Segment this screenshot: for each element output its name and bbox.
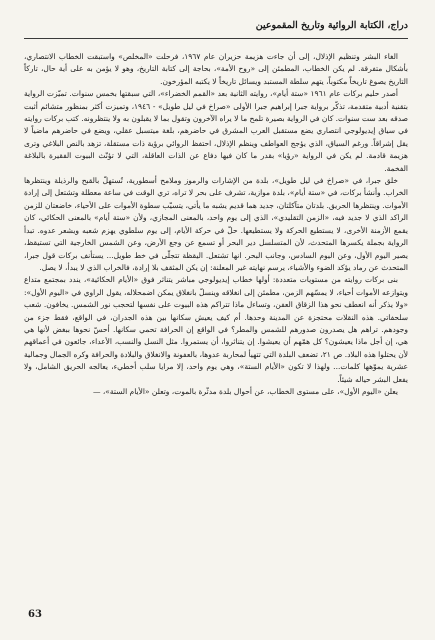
running-header-title: دراج، الكتابة الروائية وتاريخ المقموعين [255, 20, 408, 31]
paragraph-1: الغاء البشر وتنظيم الإذلال، إلى أن جاءت هزيمة حزيران عام ١٩٦٧، فرحلت «المخلص» واستبقت الخطاب الانتصاري، بأشكال متفرقة. لم يكن الخطاب، المطمئن إلى «روح الأمة»، بحاجة إلى كتابة التاريخ، وهو لا يؤمن به على أية حال، تاركاً التاريخ يصوغ تاريخاً مكتوباً، يتهم سلطة المستبد ويسائل تاريخاً لا يكتبه المؤرخون. [24, 52, 408, 86]
running-header [24, 18, 408, 39]
paragraph-2: أصدر حليم بركات عام ١٩٦١ «ستة أيام»، روايته الثانية بعد «القمم الخضراء»، التي سبقتها بخمس سنوات. تميّزت الرواية بتقنية أدبية متقدمة، تذكّر برواية جبرا إبراهيم جبرا الأولى «صراخ في ليل طويل» - ١٩٤٦، وتميزت أكثر بمنظور متشائم أثبت صدقه بعد ست سنوات. كان في الرواية بصيرة تلمح ما لا يراه الآخرون وتقول بما لا يقبلون به ولا ينتظرونه. كتب بركات روايته في سياق إيديولوجي انتصاري يضع مستقبل العرب المشرق في حاضرهم، بلغة ميتسبل عقلي، ويضع في حاضرهم ماضياً لا يقل إشراقاً. ورغم السياق، الذي يؤجج العواطف وينظم الإذلال، احتفظ الروائي برؤية ذات مستقلة، تزهد بالنص البلاغي وترى هزيمة قادمة. لم يكن في الرواية «رؤيا» بقدر ما كان فيها دفاع عن الذات العاقلة، التي لا تؤنّث البيوت الفقيرة بالبلاغة الفخمة. [24, 89, 409, 173]
book-page [24, 18, 408, 622]
body-text [24, 51, 408, 398]
paragraph-5: يعلن «اليوم الأول»، على مستوى الخطاب، عن أحوال بلدة مدثّرة بالموت، وتعلن «الأيام الستة»، — [92, 386, 398, 396]
paragraph-4: بنى بركات روايته من مستويات متعددة: أولها خطاب إيديولوجي مباشر يتناثر فوق «الأيام الحكائية»، يندد بمجتمع متداع ويتوازعه الأموات أحياء، لا يمسّهم الزمن، مطمئن إلى انغلاقه وينسلّ بانغلاق يمكن اضمحلاله، يقول الراوي في «اليوم الأول»: «ولا يذكر أنه انعطف نحو هذا الزقاق العفن، وتساءل ماذا تتراكم هذه البيوت على نفسها لتحجب نور الشمس. يخافون. شعب سلحفاتي. هذه النقلات محتجزة عن المدينة وحدها. أم كيف يعيش سكانها بين هذه الجدران، في الواقع، فقط جزء من وجودهم. تراهم هل يصدرون صدورهم للشمس والمطر؟ في الواقع إن الحرافة تحمي سكانها. أحسّ نحوها ببغض لأنها هي هي، إن أجل ماذا يعيشون؟ كل همّهم أن يعيشوا. إن يتناثروا، أن يستمروا. مثل النسل والنسب، الأعداء، جائعون في أعماقهم لأن يحتلوا هذه البلاد. ص ٢١، تضعف البلدة التي تتهيأ لمحاربة عدوها، بالعفونة والانغلاق والبلادة والحرافة وكره الجمال وجمالية عشرية يموّهها كلمات... ولهذا لا تكون «الأيام الستة»، وهي يوم واحد، إلا مرايا سلب أخطيء، يعالجه الحريق الشامل، ولا يفعل البشر حياله شيئاً. [24, 275, 408, 384]
page-number: 63 [28, 609, 42, 620]
paragraph-3: خلق جبرا، في «صراخ في ليل طويل»، بلدة من الإشارات والرموز وملامح أسطورية، تُستهلّ بالقبح والرذيلة وينتظرها الخراب. وأنشأ بركات، في «ستة أيام»، بلدة موازية، تشرف على بحر لا تراه، تري الوقت في ساعة معطلة وتشتعل إلى إرادة الأموات. وينتظرها الحريق. بلدتان متآكلتان، جديد هما قديم يشبه ما يأتي، يتسيّب سطوة الأموات على الأحياء، خاضعتان للزمن الراكد الذي لا جديد فيه، «الزمن التقليدي»، الذي إلى يوم واحد، بالمعنى المجازي، ولأن «ستة أيام» بالمعنى الحكائي، كان يقمع الأزمنة الأخرى، لا يستطيع الحركة ولا يستطيعها. حلّ في حركة الأيام، إلى يوم سلطوي يهزم شعبه ويشعر عدوه. تبدأ الرواية بجملة يكسرها المتحدث، لأن المتسلسل دير البحر أو تسمع عن وجع الأرض، وعن الشمس الخارجية التي تستيقظ، يصير اليوم الأول، وعن اليوم السادس، وجانب البحر. انها تشتعل. اليقظة تتجلّى في خط طويل... يستأنف بركات قول جبرا، المتحدث عن رماد يؤكد الضوء والأشياء، يرسم نهايته غير المعلنة: إن يكن المثقف بلا إرادة، فالخراب الذي لا يبدأ، لا يصل. [24, 176, 408, 272]
